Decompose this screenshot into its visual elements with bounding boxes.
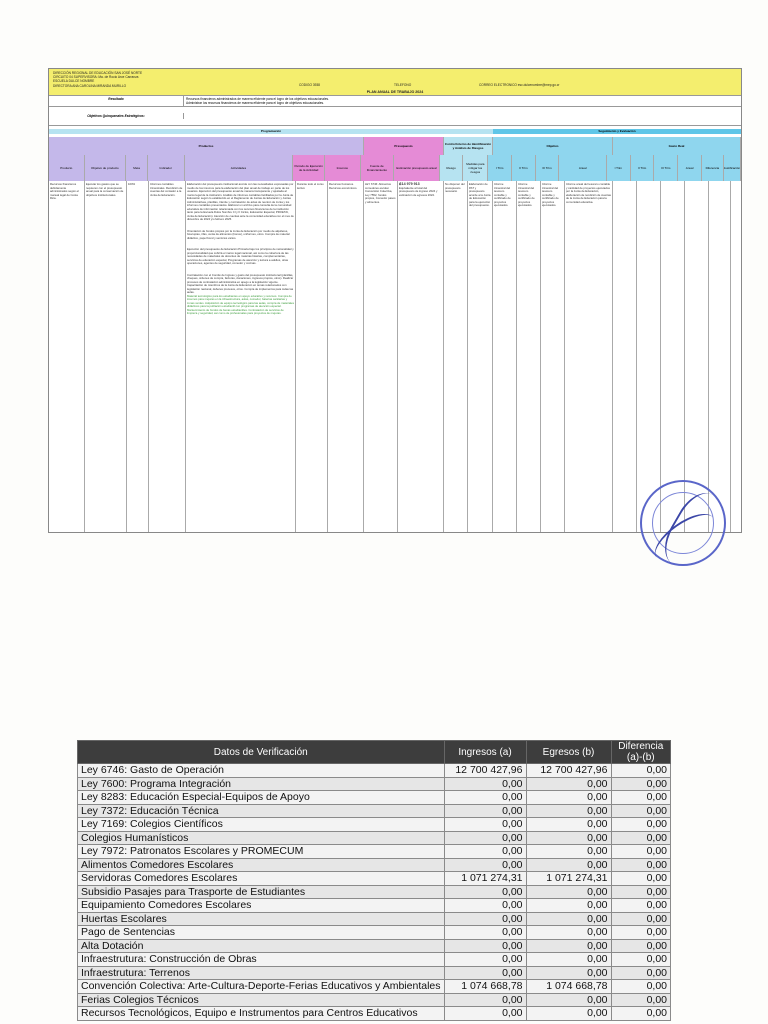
band-objetivo: Objetivo: [493, 137, 613, 155]
verification-table: [77, 740, 671, 1021]
ver-cell-egresos: 0,00: [526, 858, 611, 872]
table-row: [78, 764, 671, 778]
ver-cell-diferencia: 0,00: [611, 804, 671, 818]
ver-cell-label: Ley 6746: Gasto de Operación: [78, 764, 445, 778]
actividad-1: Elaboración del presupuesto institucional acorde con las necesidades expresadas por medio de los insumos para la elaboración del plan anual de trabajo en parte de los usuarios. Ejecución del presupuesto anual de manera transparente y ajustada al marco legal de la institución. Análisis de informes contables facilitados por la Junta de Educación según lo establecido en el Reglamento de Juntas de Educación y Juntas Administrativas, planillas, trámite y contratación de actas de reunión de Junta y los informes contables presentados. Elaborar un archivo para consulta de la comunidad educativa de información relacionada con los recursos financieros de la institución tanto para la Escuela Dulce Nombre CI y II Ciclos, Educación Especial, PROETAI, Junta de Educación). Atención de cuentas ante la comunidad educativa con el mes de diciembre de 2024 y/o febrero 2025.: [187, 182, 294, 221]
ver-cell-label: Recursos Tecnológicos, Equipo e Instrumentos para Centros Educativos: [78, 1007, 445, 1021]
table-row: [78, 926, 671, 940]
codigo-label: CODIGO 3938: [299, 83, 320, 87]
ver-cell-label: Alta Dotación: [78, 939, 445, 953]
cell-trim2: Informe trimestral del tesorero contable y certificado de proyectos ejecutados.: [517, 181, 541, 532]
band-productos: Productos: [49, 137, 364, 155]
header-line-4: DIRECTORA ANA CAROLINA MIRANDA MURILLO: [53, 83, 127, 88]
table-row: [78, 980, 671, 994]
ver-cell-ingresos: 0,00: [444, 912, 526, 926]
ver-cell-egresos: 0,00: [526, 912, 611, 926]
ver-cell-ingresos: 0,00: [444, 939, 526, 953]
ver-cell-diferencia: 0,00: [611, 872, 671, 886]
table-row: [78, 993, 671, 1007]
table-row: [78, 912, 671, 926]
ver-cell-ingresos: 0,00: [444, 831, 526, 845]
ver-cell-diferencia: 0,00: [611, 764, 671, 778]
col-h-gtrim1: I Trim: [607, 155, 631, 181]
resultado-text-1: Recursos financieros administrados de manera eficiente para el logro de los objetivos educacionales.: [186, 97, 329, 101]
header-line-1: DIRECCIÓN REGIONAL DE EDUCACIÓN SAN JOSÉ NORTE: [53, 71, 143, 75]
ver-cell-ingresos: 0,00: [444, 858, 526, 872]
ver-cell-diferencia: 0,00: [611, 791, 671, 805]
ver-cell-diferencia: 0,00: [611, 858, 671, 872]
col-h-diferencia: Diferencia: [702, 155, 724, 181]
ver-cell-diferencia: 0,00: [611, 953, 671, 967]
table-row: [78, 1007, 671, 1021]
ver-cell-label: Alimentos Comedores Escolares: [78, 858, 445, 872]
ver-cell-label: Ferias Colegios Técnicos: [78, 993, 445, 1007]
ver-cell-diferencia: 0,00: [611, 980, 671, 994]
ver-cell-label: Pago de Sentencias: [78, 926, 445, 940]
ver-cell-ingresos: 0,00: [444, 1007, 526, 1021]
ver-cell-ingresos: 0,00: [444, 899, 526, 913]
col-h-fuente: Fuente de Financiamiento: [361, 155, 395, 181]
seguimiento-band: Seguimiento y Evaluación: [493, 129, 741, 134]
col-h-trim2: II Trim: [512, 155, 536, 181]
cell-estimacion: [398, 181, 444, 532]
ver-cell-egresos: 0,00: [526, 777, 611, 791]
ver-cell-egresos: 0,00: [526, 791, 611, 805]
ver-cell-ingresos: 0,00: [444, 777, 526, 791]
ver-cell-diferencia: 0,00: [611, 845, 671, 859]
ver-cell-ingresos: 0,00: [444, 885, 526, 899]
cell-diferencia: [709, 181, 731, 532]
plan-title: PLAN ANUAL DE TRABAJO 2024: [366, 90, 424, 94]
cell-riesgo: No disponer del presupuesto necesario: [444, 181, 468, 532]
ver-cell-egresos: 0,00: [526, 993, 611, 1007]
ver-cell-egresos: 0,00: [526, 953, 611, 967]
col-h-trim3: III Trim: [536, 155, 560, 181]
ver-cell-ingresos: 12 700 427,96: [444, 764, 526, 778]
objetivos-label: Objetivos Quinquenales Estratégicos:: [49, 113, 184, 119]
ver-cell-label: Subsidio Pasajes para Trasporte de Estudiantes: [78, 885, 445, 899]
col-h-meta: Meta: [126, 155, 148, 181]
table-row: [78, 872, 671, 886]
table-row: [78, 804, 671, 818]
ver-cell-egresos: 0,00: [526, 885, 611, 899]
ver-cell-egresos: 0,00: [526, 818, 611, 832]
ver-cell-diferencia: 0,00: [611, 1007, 671, 1021]
table-row: [78, 791, 671, 805]
col-h-ganual: Anual: [678, 155, 702, 181]
col-h-producto: Producto: [49, 155, 85, 181]
ver-cell-egresos: 0,00: [526, 939, 611, 953]
school-seal-stamp: [640, 480, 726, 566]
ver-cell-label: Ley 7169: Colegios Científicos: [78, 818, 445, 832]
cell-producto: Recursos financieros debidamente administrados según el manual legal de Costa Rica.: [49, 181, 85, 532]
estimacion-note: Equivalente al total del presupuesto de ingreso 2024 y estimación de egresos 2024.: [399, 185, 438, 197]
ver-cell-label: Ley 7600: Programa Integración: [78, 777, 445, 791]
ver-cell-ingresos: 0,00: [444, 845, 526, 859]
band-control: Control Interno de Identificación y Análisis de Riesgos: [444, 137, 493, 155]
ver-cell-egresos: 0,00: [526, 845, 611, 859]
ver-cell-diferencia: 0,00: [611, 926, 671, 940]
ver-cell-diferencia: 0,00: [611, 777, 671, 791]
band-gasto-real: Gasto Real: [613, 137, 741, 155]
ver-header-datos: Datos de Verificación: [78, 741, 445, 764]
table-row: [78, 939, 671, 953]
ver-cell-label: Equipamiento Comedores Escolares: [78, 899, 445, 913]
cell-objetivo: Ejecutar los gastos que se requieren con el presupuesto anual para la conservación de objetivos institucionales.: [85, 181, 127, 532]
col-h-trim1: I Trim: [488, 155, 512, 181]
ver-cell-egresos: 1 074 668,78: [526, 980, 611, 994]
cell-medidas: Elaboración de PAT y presupuesto acorde a la Junta de Educación para la ejecución del presupuesto.: [468, 181, 493, 532]
cell-anual: Informe anual del tesorero contable y cantidad de proyectos ejecutados por la Junta de Educación, elaboración de rendición de cuentas de la Junta de Educación para la comunidad educativa.: [565, 181, 613, 532]
table-row: [78, 831, 671, 845]
ver-cell-diferencia: 0,00: [611, 818, 671, 832]
ver-cell-ingresos: 0,00: [444, 926, 526, 940]
table-row: [78, 818, 671, 832]
programacion-band: Programación: [49, 129, 493, 134]
table-row: [78, 885, 671, 899]
ver-cell-ingresos: 1 074 668,78: [444, 980, 526, 994]
ver-cell-ingresos: 0,00: [444, 993, 526, 1007]
ver-cell-ingresos: 1 071 274,31: [444, 872, 526, 886]
col-h-gtrim2: II Trim: [631, 155, 655, 181]
col-h-estimacion: Estimación presupuesto anual: [394, 155, 440, 181]
resultado-label: Resultado: [49, 96, 184, 106]
ver-cell-diferencia: 0,00: [611, 966, 671, 980]
col-h-indicador: Indicador: [148, 155, 185, 181]
ver-cell-egresos: 0,00: [526, 804, 611, 818]
ver-cell-label: Colegios Humanísticos: [78, 831, 445, 845]
ver-cell-diferencia: 0,00: [611, 993, 671, 1007]
col-h-insumos: Insumos: [325, 155, 361, 181]
table-row: [78, 953, 671, 967]
telefono-label: TELEFONO: [394, 83, 412, 87]
ver-header-ingresos: Ingresos (a): [444, 741, 526, 764]
ver-cell-diferencia: 0,00: [611, 939, 671, 953]
ver-header-egresos: Egresos (b): [526, 741, 611, 764]
ver-cell-ingresos: 0,00: [444, 804, 526, 818]
col-h-objetivo: Objetivo de producto: [85, 155, 127, 181]
ver-cell-label: Servidoras Comedores Escolares: [78, 872, 445, 886]
cell-fuente: LEY 6746: Alimentos comedores escolar. Conversión Colectiva, Ley 7552, fondos propios, Comedor pasos y alimentos.: [364, 181, 398, 532]
correo-label: CORREO ELECTRONICO esc.dulcenombre@mep.go.cr: [479, 83, 560, 87]
col-h-gtrim3: III Trim: [654, 155, 678, 181]
ver-cell-diferencia: 0,00: [611, 885, 671, 899]
ver-cell-egresos: 0,00: [526, 966, 611, 980]
ver-cell-egresos: 0,00: [526, 831, 611, 845]
ver-cell-label: Ley 7372: Educación Técnica: [78, 804, 445, 818]
column-headers: [49, 155, 741, 181]
table-row: [78, 777, 671, 791]
cell-trim3: Informe trimestral del tesorero contable y certificado de proyectos ejecutados.: [541, 181, 565, 532]
cell-gtrim1: [613, 181, 637, 532]
ver-cell-ingresos: 0,00: [444, 818, 526, 832]
actividad-4: Contratación con el Comité de Ingreso y gasto del presupuesto institucional (planillas, cheques, órdenes de compra, facturas, donaciones, ingresos propios, otros). Realizar procesos de contratación administrativa en apego a la legislación vigente. Capacitación de miembros de la Junta de Educación en temas relacionados con legislación nacional, deberes procesos, otros. Compra de implementos para todas las aulas.: [187, 272, 294, 294]
ver-cell-diferencia: 0,00: [611, 912, 671, 926]
ver-cell-egresos: 0,00: [526, 926, 611, 940]
cell-gtrim2: [637, 181, 661, 532]
header-line-3: ESCUELA DULCE NOMBRE: [53, 79, 95, 84]
ver-cell-diferencia: 0,00: [611, 899, 671, 913]
cell-justificacion: [731, 181, 741, 532]
ver-cell-label: Ley 7972: Patronatos Escolares y PROMECUM: [78, 845, 445, 859]
resultado-text-2: Administrar los recursos financieros de manera eficiente para el logro de objetivos educacionales.: [186, 101, 325, 105]
cell-trim1: Informe trimestral del tesorero contable y certificado de proyectos ejecutados.: [493, 181, 517, 532]
col-h-medidas: Medidas para mitigar los riesgos: [463, 155, 488, 181]
actividad-3: Ejecución del presupuesto de Educación Primaria bajo los principios de racionalidad y proporcionalidad que cubrirá el marco legal nacional, así como la cobertura de las necesidades de materiales de docentes de materias básicas, complementarias, servicios de educación especial, Programas de atención y lectura a adultos, otras operaciones, agentes de seguridad, comedor y cocinas.: [187, 247, 294, 265]
table-row: [78, 858, 671, 872]
col-h-actividades: Actividades: [185, 155, 294, 181]
table-row: [78, 845, 671, 859]
col-h-anual: Anual: [559, 155, 606, 181]
ver-cell-label: Ley 8283: Educación Especial-Equipos de Apoyo: [78, 791, 445, 805]
band-presupuesto: Presupuesto: [364, 137, 444, 155]
ver-cell-label: Infraestrutura: Terrenos: [78, 966, 445, 980]
table-row: [78, 966, 671, 980]
ver-cell-egresos: 12 700 427,96: [526, 764, 611, 778]
cell-ganual: [685, 181, 709, 532]
col-h-periodo: Periodo de Ejecución de la Actividad: [293, 155, 325, 181]
verification-rows: [78, 764, 671, 1021]
header-line-2: CIRCUITO 04 SUPERVISORA: Ma. de Rocio Arce Carranza: [53, 75, 139, 80]
ver-cell-ingresos: 0,00: [444, 791, 526, 805]
sheet-header: [49, 69, 741, 95]
ver-cell-ingresos: 0,00: [444, 966, 526, 980]
ver-cell-label: Infraestrutura: Construcción de Obras: [78, 953, 445, 967]
cell-actividades: [186, 181, 296, 532]
plan-body: [49, 181, 741, 532]
ver-cell-ingresos: 0,00: [444, 953, 526, 967]
ver-cell-egresos: 0,00: [526, 1007, 611, 1021]
table-row: [78, 899, 671, 913]
actividad-green: Material tecnológico para los estudiantes en apoyo educativo y recursos. Compra de insumos para mejoras en la infraestructura, aulas, comedor, baterías sanitarias y zonas verdes. Adquisición de equipo tecnológico para las aulas, compra de materiales didácticos para la población estudiantil con programas de atención especial. Mantenimiento de fondos de becas estudiantiles. Contratación de servicios de limpieza y seguridad, así como de profesionales para proyectos de mejoras.: [187, 293, 294, 315]
plan-anual-sheet: [48, 68, 742, 533]
cell-insumos: Recursos humanos. Recursos económicos.: [328, 181, 364, 532]
cell-indicador: Informes contables trimestrales. Rendición de cuentas del contador a la Junta de Educación.: [149, 181, 186, 532]
ver-cell-egresos: 1 071 274,31: [526, 872, 611, 886]
ver-header-diferencia: Diferencia (a)-(b): [611, 741, 671, 764]
ver-cell-egresos: 0,00: [526, 899, 611, 913]
actividad-2: Orientación de fondos propios por la Junta de Educación por medio de alquileres, fotocopias, rifas, venta de alimentos (bonos), uniformes, otros. Compra de material didáctico, papel bond y servicios varios.: [187, 228, 290, 240]
col-h-riesgo: Riesgo: [440, 155, 464, 181]
cell-periodo: Durante todo el curso lectivo: [296, 181, 328, 532]
ver-cell-diferencia: 0,00: [611, 831, 671, 845]
estimacion-value: ₡14 979 913: [399, 182, 420, 186]
ver-cell-label: Huertas Escolares: [78, 912, 445, 926]
category-band: [49, 137, 741, 155]
cell-meta: 100%: [127, 181, 149, 532]
col-h-justificacion: Justificación: [724, 155, 741, 181]
ver-cell-label: Convención Colectiva: Arte-Cultura-Deporte-Ferias Educativos y Ambientales: [78, 980, 445, 994]
